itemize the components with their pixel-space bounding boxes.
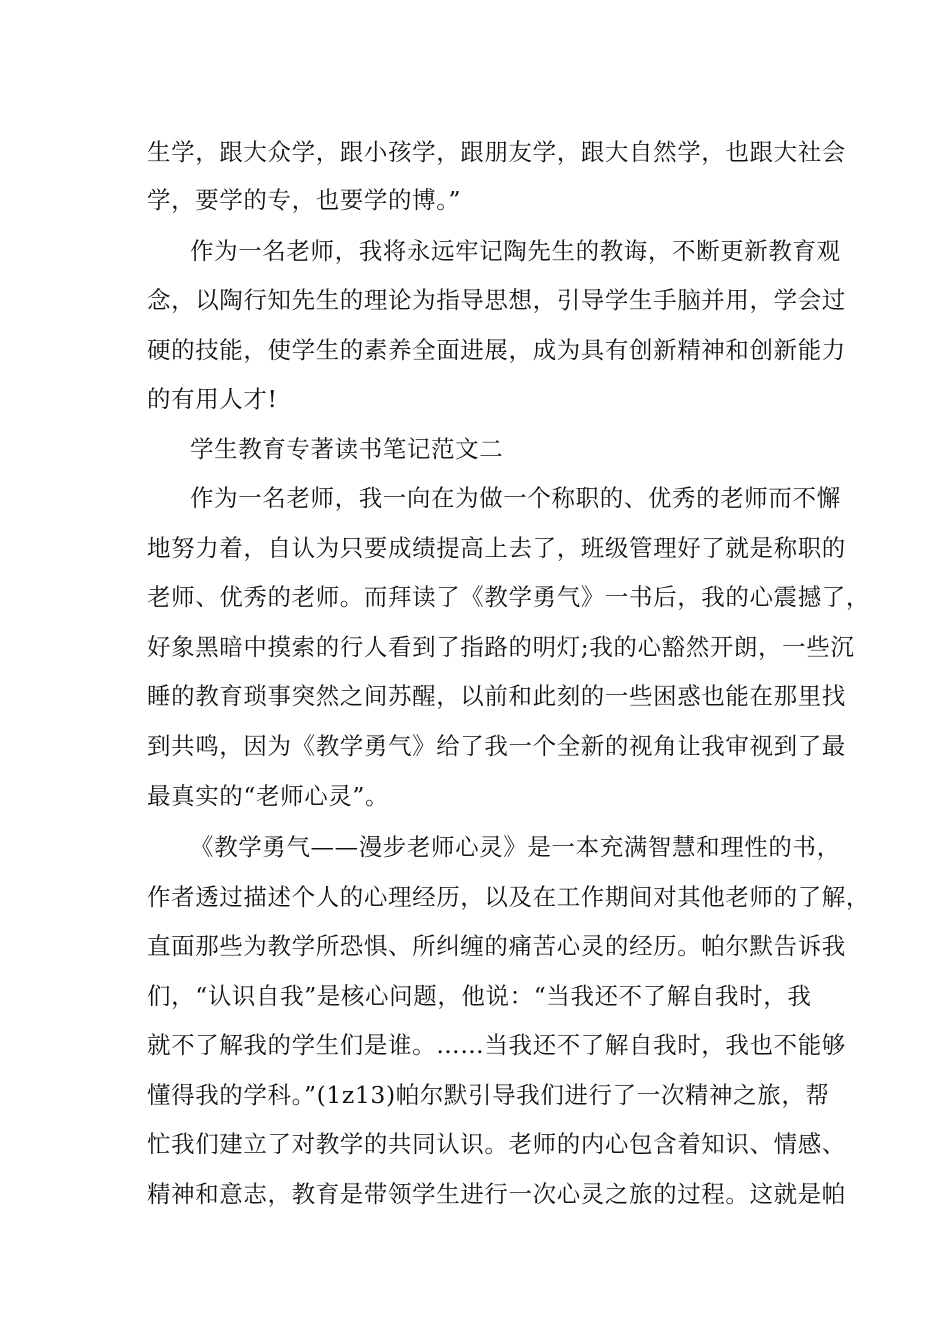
text-line-18: 们，“认识自我”是核心问题，他说：“当我还不了解自我时，我	[147, 982, 812, 1010]
text-line-12: 睡的教育琐事突然之间苏醒，以前和此刻的一些困惑也能在那里找	[147, 682, 846, 710]
text-line-19: 就不了解我的学生们是谁。……当我还不了解自我时，我也不能够	[147, 1031, 846, 1059]
paragraph-start-line: 作为一名老师，我一向在为做一个称职的、优秀的老师而不懈	[190, 484, 841, 512]
text-line-20: 懂得我的学科。”(1z13)帕尔默引导我们进行了一次精神之旅，帮	[147, 1081, 830, 1109]
text-line-5: 硬的技能，使学生的素养全面进展，成为具有创新精神和创新能力	[147, 336, 846, 364]
text-line-2: 学，要学的专，也要学的博。”	[147, 186, 462, 214]
text-line-4: 念，以陶行知先生的理论为指导思想，引导学生手脑并用，学会过	[147, 286, 846, 314]
text-line-6: 的有用人才!	[147, 385, 278, 413]
text-line-16: 作者透过描述个人的心理经历，以及在工作期间对其他老师的了解，	[147, 883, 870, 911]
text-line-10: 老师、优秀的老师。而拜读了《教学勇气》一书后，我的心震撼了，	[147, 583, 870, 611]
text-line-22: 精神和意志，教育是带领学生进行一次心灵之旅的过程。这就是帕	[147, 1180, 846, 1208]
text-line-21: 忙我们建立了对教学的共同认识。老师的内心包含着知识、情感、	[147, 1130, 846, 1158]
text-line-11: 好象黑暗中摸索的行人看到了指路的明灯;我的心豁然开朗，一些沉	[147, 633, 855, 661]
text-line-1: 生学，跟大众学，跟小孩学，跟朋友学，跟大自然学，也跟大社会	[147, 138, 846, 166]
text-line-14: 最真实的“老师心灵”。	[147, 782, 390, 810]
paragraph-start-line: 《教学勇气——漫步老师心灵》是一本充满智慧和理性的书，	[190, 833, 841, 861]
text-line-17: 直面那些为教学所恐惧、所纠缠的痛苦心灵的经历。帕尔默告诉我	[147, 932, 846, 960]
section-heading: 学生教育专著读书笔记范文二	[190, 435, 504, 463]
text-line-9: 地努力着，自认为只要成绩提高上去了，班级管理好了就是称职的	[147, 534, 846, 562]
paragraph-start-line: 作为一名老师，我将永远牢记陶先生的教诲，不断更新教育观	[190, 237, 841, 265]
text-line-13: 到共鸣，因为《教学勇气》给了我一个全新的视角让我审视到了最	[147, 732, 846, 760]
